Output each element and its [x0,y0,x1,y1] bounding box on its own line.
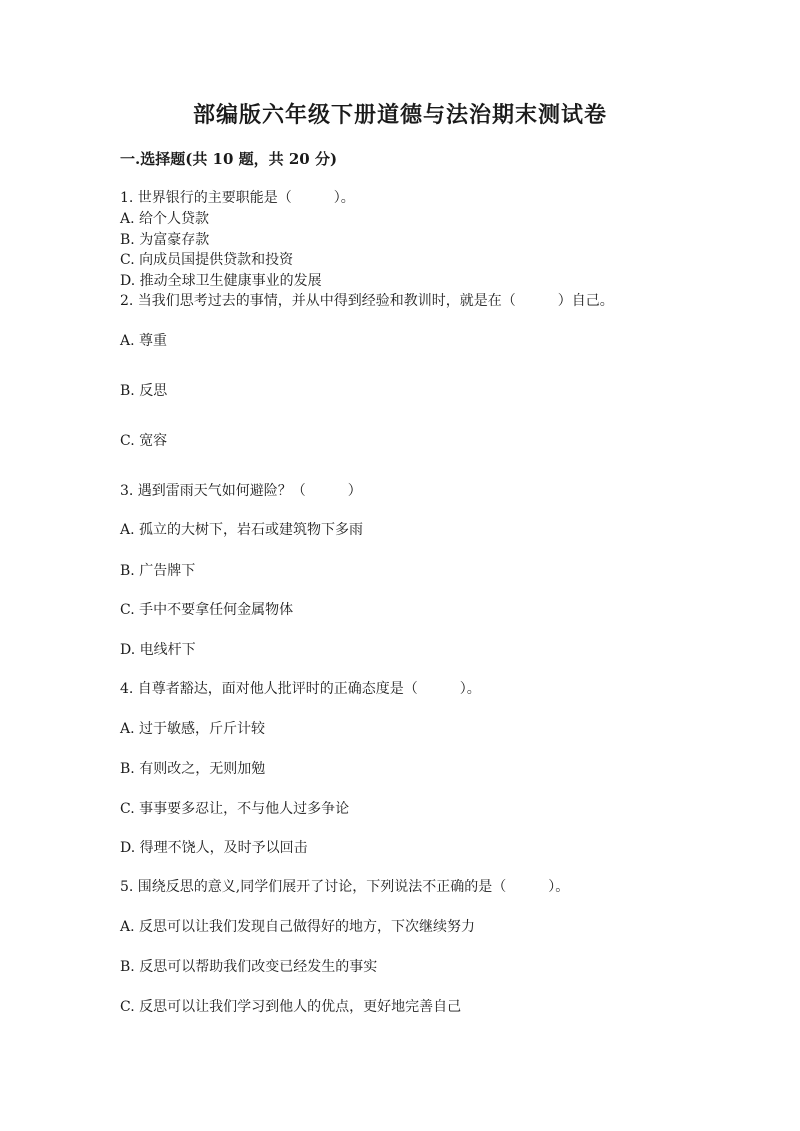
question-4-option-c: C. 事事要多忍让，不与他人过多争论 [120,801,350,817]
question-4-stem: 4. 自尊者豁达，面对他人批评时的正确态度是（ ）。 [120,681,481,697]
section-heading: 一.选择题(共 10 题，共 20 分) [120,150,338,168]
question-3-option-a: A. 孤立的大树下，岩石或建筑物下多雨 [120,522,364,538]
question-1-stem: 1. 世界银行的主要职能是（ ）。 [120,190,355,206]
question-4-option-a: A. 过于敏感，斤斤计较 [120,721,266,737]
question-1-option-d: D. 推动全球卫生健康事业的发展 [120,273,322,289]
question-3-option-d: D. 电线杆下 [120,642,196,658]
question-1-option-c: C. 向成员国提供贷款和投资 [120,252,294,268]
question-1-option-a: A. 给个人贷款 [120,211,210,227]
question-5-option-a: A. 反思可以让我们发现自己做得好的地方，下次继续努力 [120,919,476,935]
question-2-stem: 2. 当我们思考过去的事情，并从中得到经验和教训时，就是在（ ）自己。 [120,293,614,309]
question-5-option-c: C. 反思可以让我们学习到他人的优点，更好地完善自己 [120,999,462,1015]
question-5-stem: 5. 围绕反思的意义,同学们展开了讨论，下列说法不正确的是（ ）。 [120,879,570,895]
document-title: 部编版六年级下册道德与法治期末测试卷 [192,102,607,128]
question-3-stem: 3. 遇到雷雨天气如何避险？（ ） [120,483,362,499]
question-4-option-b: B. 有则改之，无则加勉 [120,761,266,777]
question-2-option-b: B. 反思 [120,383,168,399]
question-3-option-b: B. 广告牌下 [120,563,196,579]
question-5-option-b: B. 反思可以帮助我们改变已经发生的事实 [120,959,378,975]
question-3-option-c: C. 手中不要拿任何金属物体 [120,602,294,618]
question-2-option-c: C. 宽容 [120,433,168,449]
question-1-option-b: B. 为富豪存款 [120,232,210,248]
question-2-option-a: A. 尊重 [120,333,168,349]
question-4-option-d: D. 得理不饶人，及时予以回击 [120,840,308,856]
